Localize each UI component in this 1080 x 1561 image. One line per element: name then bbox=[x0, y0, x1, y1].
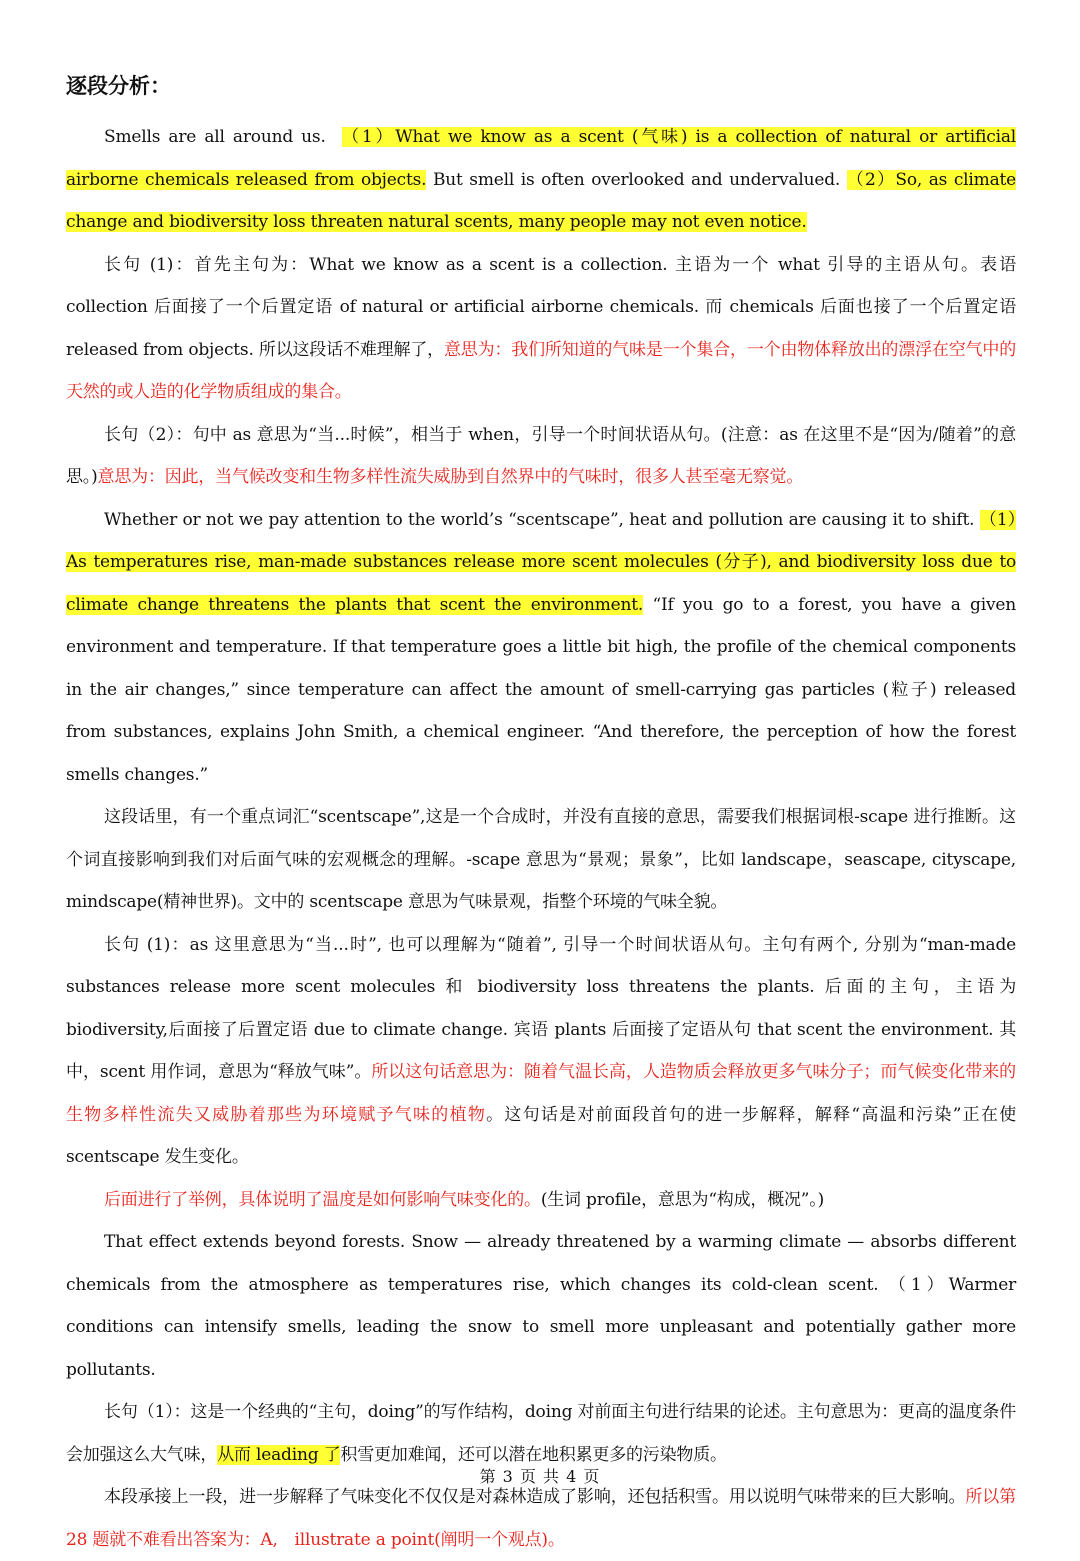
translation-text: 所以这句话意思为：随着气温长高，人造物质会释放更多气味分子；而气候变化带来的生物多样性流失又威胁着那些为环境赋予气味的植物 bbox=[66, 1062, 1016, 1125]
text-run: 长句 (1)：as 这里意思为“当...时”, 也可以理解为“随着”, 引导一个时间状语从句。主句有两个, 分别为“man-made substances release more scent molecules 和 biodiversity loss threatens the plants. 后面的主句，主语为 biodiversity,后面接了后置定语 due to climate change. 宾语 plants 后面接了定语从句 that scent the environment. 其中，scent 用作词，意思为“释放气味”。 bbox=[66, 934, 1016, 1082]
highlighted-sentence: （1）As temperatures rise, man-made substances release more scent molecules (分子), and biodiversity loss due to climate change threatens the plants that scent the environment. bbox=[66, 509, 1016, 615]
text-run: 本段承接上一段，进一步解释了气味变化不仅仅是对森林造成了影响，还包括积雪。用以说明气味带来的巨大影响。 bbox=[104, 1487, 966, 1507]
text-run: 积雪更加难闻，还可以潜在地积累更多的污染物质。 bbox=[340, 1444, 727, 1465]
paragraph-2 bbox=[66, 499, 1016, 797]
translation-text: 意思为：因此，当气候改变和生物多样性流失威胁到自然界中的气味时，很多人甚至毫无察觉。 bbox=[97, 467, 804, 487]
analysis-paragraph-2 bbox=[66, 414, 1016, 499]
page-number: 第 3 页 共 4 页 bbox=[479, 1467, 601, 1486]
paragraph-1 bbox=[66, 116, 1016, 244]
text-run: 。这句话是对前面段首句的进一步解释，解释“高温和污染”正在使 scentscape 发生变化。 bbox=[66, 1104, 1016, 1167]
emphasis-text: 后面进行了举例，具体说明了温度是如何影响气味变化的。 bbox=[104, 1189, 541, 1210]
text-run: (生词 profile，意思为“构成，概况”。) bbox=[540, 1189, 825, 1210]
paragraph-3: That effect extends beyond forests. Snow — already threatened by a warming climate — absorbs different chemicals from the atmosphere as temperatures rise, which changes its cold-clean scent. （1）Warmer conditions can intensify smells, leading the snow to smell more unpleasant and potentially gather more pollutants. bbox=[66, 1232, 1016, 1380]
text-run: But smell is often overlooked and undervalued. bbox=[426, 169, 847, 190]
analysis-paragraph-3: 这段话里，有一个重点词汇“scentscape”,这是一个合成时，并没有直接的意思，需要我们根据词根-scape 进行推断。这个词直接影响到我们对后面气味的宏观概念的理解。-scape 意思为“景观；景象”，比如 landscape，seascape, cityscape, mindscape(精神世界)。文中的 scentscape 意思为气味景观，指整个环境的气味全貌。 bbox=[66, 807, 1016, 912]
text-run: 长句（1）：这是一个经典的“主句，doing”的写作结构，doing 对前面主句进行结果的论述。主句意思为：更高的温度条件会加强这么大气味， bbox=[66, 1402, 1016, 1465]
analysis-paragraph-1 bbox=[66, 244, 1016, 414]
text-run: 长句（2）：句中 as 意思为“当...时候”，相当于 when，引导一个时间状语从句。(注意：as 在这里不是“因为/随着”的意思。) bbox=[66, 424, 1016, 487]
text-run: “If you go to a forest, you have a given environment and temperature. If that temperature goes a little bit high, the profile of the chemical components in the air changes,” since temperature can affect the amount of smell-carrying gas particles (粒子) released from substances, explains John Smith, a chemical engineer. “And therefore, the perception of how the forest smells changes.” bbox=[66, 594, 1016, 785]
answer-text: 所以第 28 题就不难看出答案为：A, illustrate a point(阐明一个观点)。 bbox=[66, 1487, 1016, 1550]
text-run: Whether or not we pay attention to the world’s “scentscape”, heat and pollution are causing it to shift. bbox=[104, 509, 980, 530]
text-run: 长句 (1)：首先主句为：What we know as a scent is a collection. 主语为一个 what 引导的主语从句。表语 collection 后面接了一个后置定语 of natural or artificial airborne chemicals. 而 chemicals 后面也接了一个后置定语 released from objects. 所以这段话不难理解了， bbox=[66, 254, 1016, 360]
text-run: Smells are all around us. bbox=[104, 127, 326, 147]
section-heading: 逐段分析： bbox=[66, 74, 171, 98]
highlighted-sentence: （1）What we know as a scent (气味) is a collection of natural or artificial airborne chemicals released from objects. bbox=[66, 127, 1017, 190]
translation-text: 意思为：我们所知道的气味是一个集合，一个由物体释放出的漂浮在空气中的天然的或人造的化学物质组成的集合。 bbox=[66, 339, 1017, 402]
analysis-paragraph-4 bbox=[66, 924, 1016, 1179]
highlighted-sentence: （2）So, as climate change and biodiversity loss threaten natural scents, many people may not even notice. bbox=[66, 169, 1017, 232]
highlighted-phrase: 从而 leading 了 bbox=[217, 1444, 341, 1465]
document-page bbox=[66, 70, 1016, 1561]
analysis-paragraph-5 bbox=[66, 1179, 1016, 1222]
analysis-paragraph-7 bbox=[66, 1476, 1016, 1561]
